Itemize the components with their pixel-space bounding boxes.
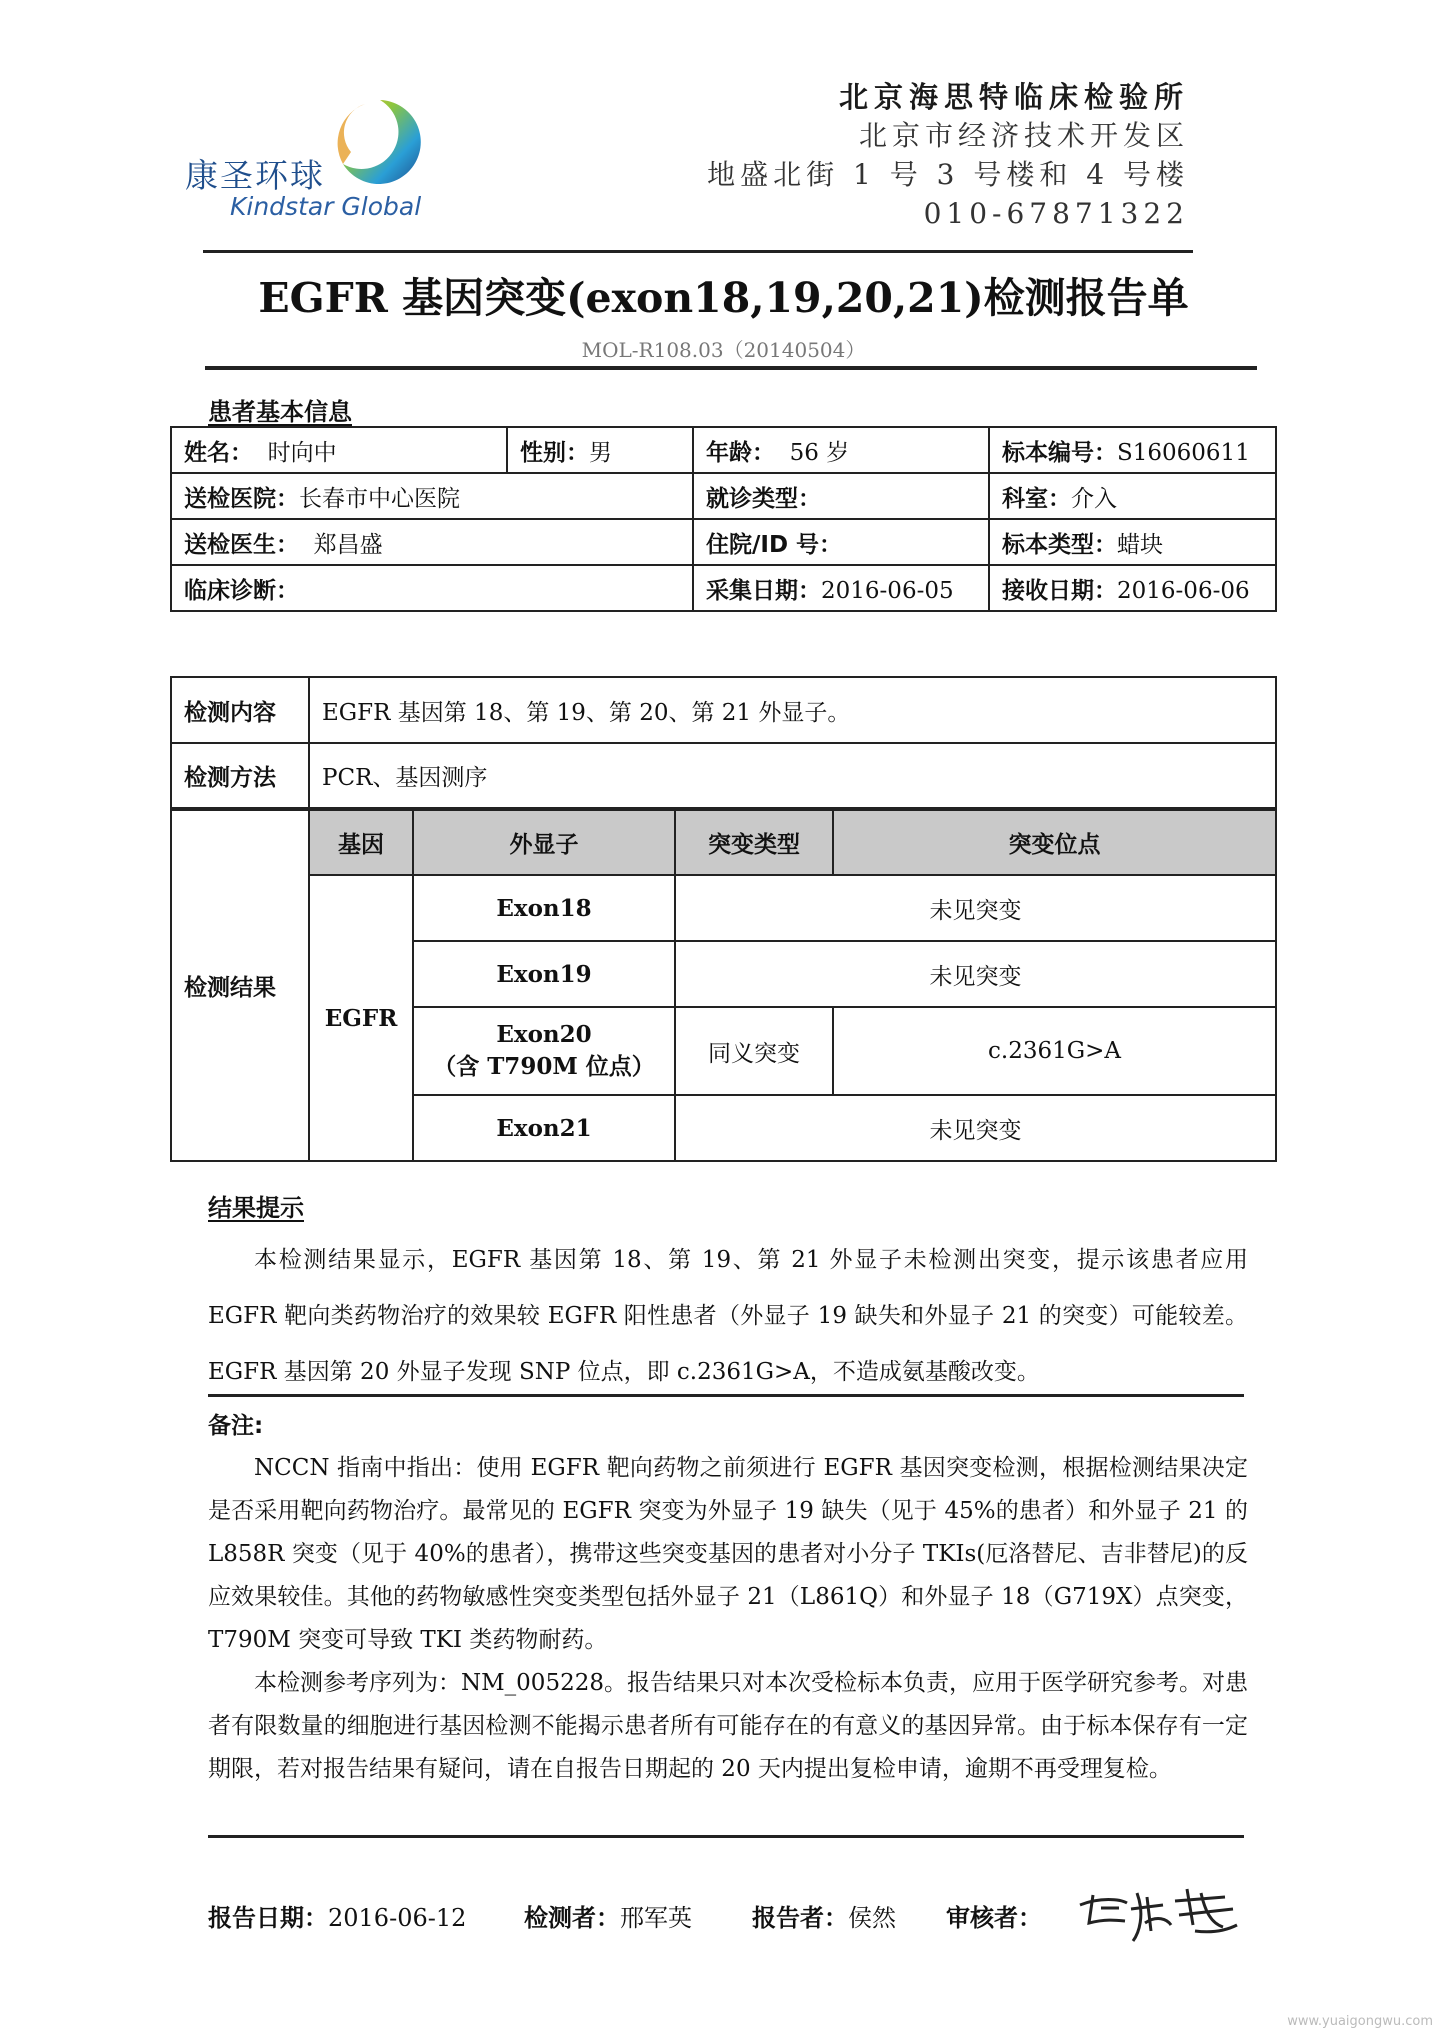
col-header-gene: 基因 [309,809,413,875]
mutation-site: 未见突变 [675,1095,1276,1161]
mutation-site: 未见突变 [675,941,1276,1007]
result-divider [208,1394,1244,1397]
sample-type-cell: 标本类型：蜡块 [989,519,1276,565]
receive-date-cell: 接收日期：2016-06-06 [989,565,1276,611]
table-row [171,875,1276,941]
exon-name: Exon19 [413,941,675,1007]
sample-type: 蜡块 [1117,531,1163,558]
mutation-site: c.2361G>A [833,1007,1276,1095]
dept-cell: 科室：介入 [989,473,1276,519]
notes-paragraph-2: 本检测参考序列为：NM_005228。报告结果只对本次受检标本负责，应用于医学研究参考。对患者有限数量的细胞进行基因检测不能揭示患者所有可能存在的有意义的基因异常。由于标本保存有一定期限，若对报告结果有疑问，请在自报告日期起的 20 天内提出复检申请，逾期不再受理复检。 [208,1670,1248,1782]
lab-phone: 010-67871322 [923,197,1189,230]
tester: 检测者：邢军英 [524,1904,692,1932]
visit-type-cell: 就诊类型： [693,473,989,519]
mutation-site: 未见突变 [675,875,1276,941]
exon-name: Exon18 [413,875,675,941]
sample-number: S16060611 [1117,439,1250,466]
notes-text-block [208,1447,1248,1791]
detection-table [170,676,1277,1162]
exon-name: Exon20 （含 T790M 位点） [413,1007,675,1095]
gene-name: EGFR [309,875,413,1161]
patient-name: 时向中 [267,439,337,466]
logo-text-en: Kindstar Global [230,192,422,221]
doctor: 郑昌盛 [313,531,383,558]
report-title: EGFR 基因突变(exon18,19,20,21)检测报告单 [258,274,1189,322]
result-label: 检测结果 [171,809,309,1161]
col-header-exon: 外显子 [413,809,675,875]
result-hint-title: 结果提示 [208,1194,304,1222]
collect-date-cell: 采集日期：2016-06-05 [693,565,989,611]
logo-ring-icon [325,92,435,192]
signature-icon [1075,1875,1245,1945]
patient-section-title: 患者基本信息 [208,398,352,426]
logo-text-cn: 康圣环球 [185,156,325,195]
lab-info [707,75,1189,233]
title-divider [205,366,1257,370]
patient-info-table [170,426,1277,612]
exon-name: Exon21 [413,1095,675,1161]
patient-gender: 男 [589,439,612,466]
exon-subtitle: （含 T790M 位点） [433,1053,655,1080]
detection-method: PCR、基因测序 [309,743,1276,809]
company-logo [185,92,445,227]
patient-age: 56 岁 [789,439,850,466]
notes-title: 备注: [208,1413,264,1439]
method-label: 检测方法 [171,743,309,809]
receive-date: 2016-06-06 [1117,577,1250,604]
diagnosis-cell: 临床诊断： [171,565,693,611]
sample-no-cell: 标本编号：S16060611 [989,427,1276,473]
result-hint-text: 本检测结果显示，EGFR 基因第 18、第 19、第 21 外显子未检测出突变，提示该患者应用 EGFR 靶向类药物治疗的效果较 EGFR 阳性患者（外显子 19 缺失和外显子 21 的突变）可能较差。EGFR 基因第 20 外显子发现 SNP 位点，即 c.2361G>A，不造成氨基酸改变。 [208,1247,1248,1385]
mutation-type: 同义突变 [675,1007,833,1095]
report-date: 报告日期：2016-06-12 [208,1904,467,1932]
hospital: 长春市中心医院 [299,485,460,512]
content-label: 检测内容 [171,677,309,743]
notes-divider [208,1835,1244,1838]
header-divider [203,250,1193,253]
document-code: MOL-R108.03（20140504） [581,338,866,362]
col-header-site: 突变位点 [833,809,1276,875]
age-cell: 年龄： 56 岁 [693,427,989,473]
reporter: 报告者：侯然 [752,1904,896,1932]
notes-paragraph-1: NCCN 指南中指出：使用 EGFR 靶向药物之前须进行 EGFR 基因突变检测，根据检测结果决定是否采用靶向药物治疗。最常见的 EGFR 突变为外显子 19 缺失（见于 45%的患者）和外显子 21 的 L858R 突变（见于 40%的患者），携带这些突变基因的患者对小分子 TKIs(厄洛替尼、吉非替尼)的反应效果较佳。其他的药物敏感性突变类型包括外显子 21（L861Q）和外显子 18（G719X）点突变，T790M 突变可导致 TKI 类药物耐药。 [208,1455,1248,1653]
doctor-cell: 送检医生： 郑昌盛 [171,519,693,565]
result-hint-text-block [208,1232,1248,1400]
reviewer: 审核者： [946,1904,1042,1932]
inpatient-id-cell: 住院/ID 号： [693,519,989,565]
name-cell: 姓名： 时向中 [171,427,507,473]
watermark: www.yuaigongwu.com [1287,2014,1433,2029]
department: 介入 [1071,485,1117,512]
collect-date: 2016-06-05 [821,577,954,604]
col-header-type: 突变类型 [675,809,833,875]
lab-address-1: 北京市经济技术开发区 [858,119,1189,152]
lab-name: 北京海思特临床检验所 [838,80,1189,114]
hospital-cell: 送检医院：长春市中心医院 [171,473,693,519]
lab-address-2: 地盛北街 1 号 3 号楼和 4 号楼 [707,158,1189,191]
gender-cell: 性别：男 [507,427,693,473]
detection-content: EGFR 基因第 18、第 19、第 20、第 21 外显子。 [309,677,1276,743]
